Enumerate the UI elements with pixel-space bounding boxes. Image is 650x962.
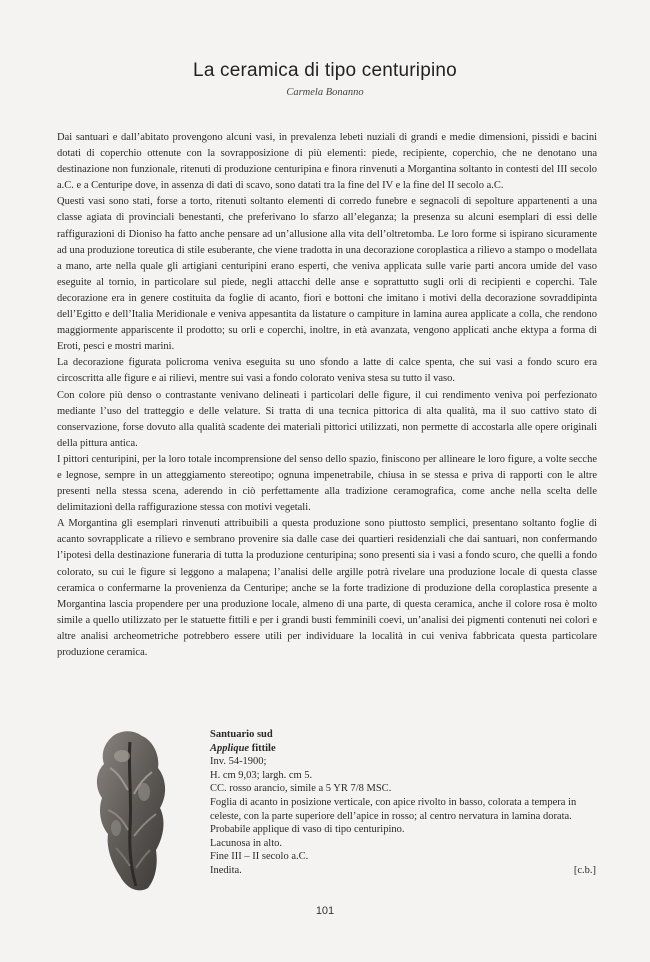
paragraph: I pittori centuripini, per la loro totale incomprensione del senso dello spazio, finiscono per allineare le loro figure, a volte secche e legnose, sempre in un atteggiamento stereotipo; ognuna impenetrabile, chiusa in se stessa e priva di rapporti con le altre presenti nella stessa scena, aderendo in ciò perfettamente alla tradizione ceramografica, come anche nella scelta delle delimitazioni della raffigurazione stessa con motivi vegetali. [57,453,597,514]
article-body [57,130,597,661]
catalog-clay: CC. rosso arancio, simile a 5 YR 7/8 MSC. [210,783,392,795]
catalog-date: Fine III – II secolo a.C. [210,851,309,863]
catalog-entry [210,728,596,878]
catalog-inventory: Inv. 54-1900; [210,756,267,768]
catalog-publication-row [210,864,596,878]
catalog-object-type: Applique [210,742,250,754]
catalog-object-material: fittile [251,742,276,754]
applique-photo [86,728,178,898]
catalog-credit: [c.b.] [573,864,596,876]
paragraph: Dai santuari e dall’abitato provengono alcuni vasi, in prevalenza lebeti nuziali di grandi e medie dimensioni, pissidi e bacini dotati di coperchio ottenute con la sovrapposizione di più elementi: piede, recipiente, coperchio, che ne denotano una destinazione non funzionale, ritenuti di produzione centuripina e finora rinvenuti a Morgantina soltanto in contesti del III secolo a.C. e a Centuripe dove, in assenza di dati di scavo, sono datati tra la fine del IV e la fine del II secolo a.C. [57,132,597,192]
paragraph: Questi vasi sono stati, forse a torto, ritenuti soltanto elementi di corredo funebre e segnacoli di sepolture appartenenti a una classe agiata di provinciali benestanti, che preferivano lo sfarzo all’eleganza; la presenza su alcuni esemplari di essi delle raffigurazioni di Dioniso ha fatto anche pensare ad un’allusione alla vita dell’oltretomba. Le loro forme si ispirano sicuramente ad una produzione toreutica di stile esuberante, che viene tradotta in una decorazione coroplastica a rilievo a stampo o modellata a mano, arte nella quale gli artigiani centuripini erano esperti, che veniva applicata sulle varie parti ancora umide del vaso eseguite al tornio, in particolare sul piede, negli attacchi delle anse e soprattutto sugli orli di recipienti e coperchi. Tale decorazione era in genere costituita da foglie di acanto, fiori e bottoni che imitano i motivi della decorazione sovraddipinta dell’Egitto e dell’Italia Meridionale e veniva appesantita da listature o campiture in lamina aurea applicate a colla, che rendono maggiormente appariscente il prodotto; su orli e coperchi, inoltre, in età avanzata, vengono applicati anche ektypa a forma di Eroti, pesci e mostri marini. [57,196,597,353]
catalog-object [210,742,596,756]
paragraph: A Morgantina gli esemplari rinvenuti attribuibili a questa produzione sono piuttosto semplici, presentano soltanto foglie di acanto sovrapplicate a rilievo e sembrano provenire sia dalle case dei quartieri residenziali che dai santuari, non confermando l’ipotesi della destinazione funeraria di tutta la produzione centuripina; sono presenti sia i vasi a fondo scuro, che quelli a fondo colorato, su cui le figure si leggono a malapena; l’analisi delle argille potrà rivelare una produzione locale di questa classe ceramica o confermarne la provenienza da Centuripe; anche se la forte tradizione di produzione della coroplastica presente a Morgantina lascia propendere per una produzione locale, almeno di una parte, di questa ceramica, anche il colore rosa è molto simile a quello utilizzato per le statuette fittili e per i grandi busti femminili coevi, un’analisi dei pigmenti contenuti nei colori e altre analisi archeometriche potrebbero essere utili per individuare la località in cui veniva fabbricata questa particolare produzione ceramica. [57,518,597,658]
catalog-publication: Inedita. [210,864,242,876]
page-title: La ceramica di tipo centuripino [193,60,457,81]
paragraph: Con colore più denso o contrastante venivano delineati i particolari delle figure, il cui rendimento veniva poi perfezionato mediante l’uso del tratteggio e delle velature. Si tratta di una tecnica pittorica di alta qualità, ma il suo cattivo stato di conservazione, forse dovuto alla qualità scadente dei materiali pittorici utilizzati, non permette di accostarla alle opere originali della pittura antica. [57,389,597,449]
catalog-site: Santuario sud [210,729,273,740]
paragraph: La decorazione figurata policroma veniva eseguita su uno sfondo a latte di calce spenta, che sui vasi a fondo scuro era circoscritta alle figure e ai rilievi, mentre sui vasi a fondo colorato veniva stesa su tutto il vaso. [57,357,597,385]
catalog-dimensions: H. cm 9,03; largh. cm 5. [210,769,313,781]
author-name: Carmela Bonanno [286,87,364,98]
page-number: 101 [315,905,335,917]
catalog-condition: Lacunosa in alto. [210,837,283,849]
catalog-description: Foglia di acanto in posizione verticale, con apice rivolto in basso, colorata a tempera in celeste, con la parte superiore dell’apice in rosso; al centro nervatura in lamina dorata. Probabile applique di vaso di tipo centuripino. [210,796,577,836]
